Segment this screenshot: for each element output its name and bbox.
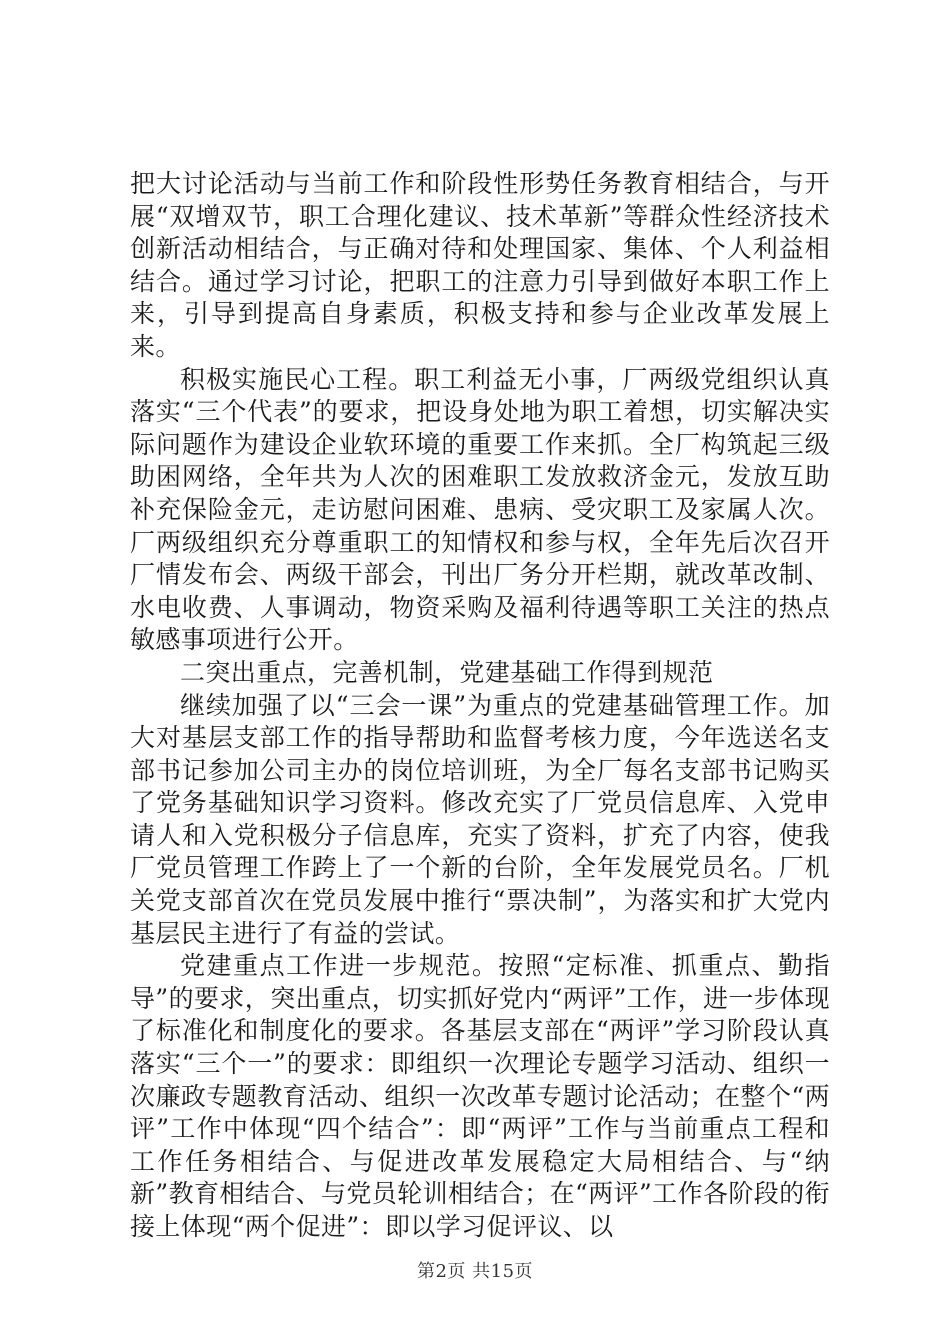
paragraph-3: 继续加强了以“三会一课”为重点的党建基础管理工作。加大对基层支部工作的指导帮助和监督考核力度，今年选送名支部书记参加公司主办的岗位培训班，为全厂每名支部书记购买了党务基础知识学习资料。修改充实了厂党员信息库、入党申请人和入党积极分子信息库，充实了资料，扩充了内容，使我厂党员管理工作跨上了一个新的台阶，全年发展党员名。厂机关党支部首次在党员发展中推行“票决制”，为落实和扩大党内基层民主进行了有益的尝试。 <box>130 690 830 948</box>
paragraph-2: 积极实施民心工程。职工利益无小事，厂两级党组织认真落实“三个代表”的要求，把设身处地为职工着想，切实解决实际问题作为建设企业软环境的重要工作来抓。全厂构筑起三级助困网络，全年共为人次的困难职工发放救济金元，发放互助补充保险金元，走访慰问困难、患病、受灾职工及家属人次。厂两级组织充分尊重职工的知情权和参与权，全年先后次召开厂情发布会、两级干部会，刊出厂务分开栏期，就改革改制、水电收费、人事调动，物资采购及福利待遇等职工关注的热点敏感事项进行公开。 <box>130 364 830 655</box>
paragraph-1: 把大讨论活动与当前工作和阶段性形势任务教育相结合，与开展“双增双节，职工合理化建议、技术革新”等群众性经济技术创新活动相结合，与正确对待和处理国家、集体、个人利益相结合。通过学习讨论，把职工的注意力引导到做好本职工作上来，引导到提高自身素质，积极支持和参与企业改革发展上来。 <box>130 169 830 361</box>
body-text <box>130 168 830 1244</box>
page-footer <box>0 1257 950 1283</box>
page-number: 第2页 共15页 <box>416 1261 534 1282</box>
paragraph-4: 党建重点工作进一步规范。按照“定标准、抓重点、勤指导”的要求，突出重点，切实抓好党内“两评”工作，进一步体现了标准化和制度化的要求。各基层支部在“两评”学习阶段认真落实“三个一”的要求：即组织一次理论专题学习活动、组织一次廉政专题教育活动、组织一次改革专题讨论活动；在整个“两评”工作中体现“四个结合”：即“两评”工作与当前重点工程和工作任务相结合、与促进改革发展稳定大局相结合、与“纳新”教育相结合、与党员轮训相结合；在“两评”工作各阶段的衔接上体现“两个促进”：即以学习促评议、以 <box>130 951 830 1241</box>
section-heading: 二突出重点，完善机制，党建基础工作得到规范 <box>180 657 714 687</box>
